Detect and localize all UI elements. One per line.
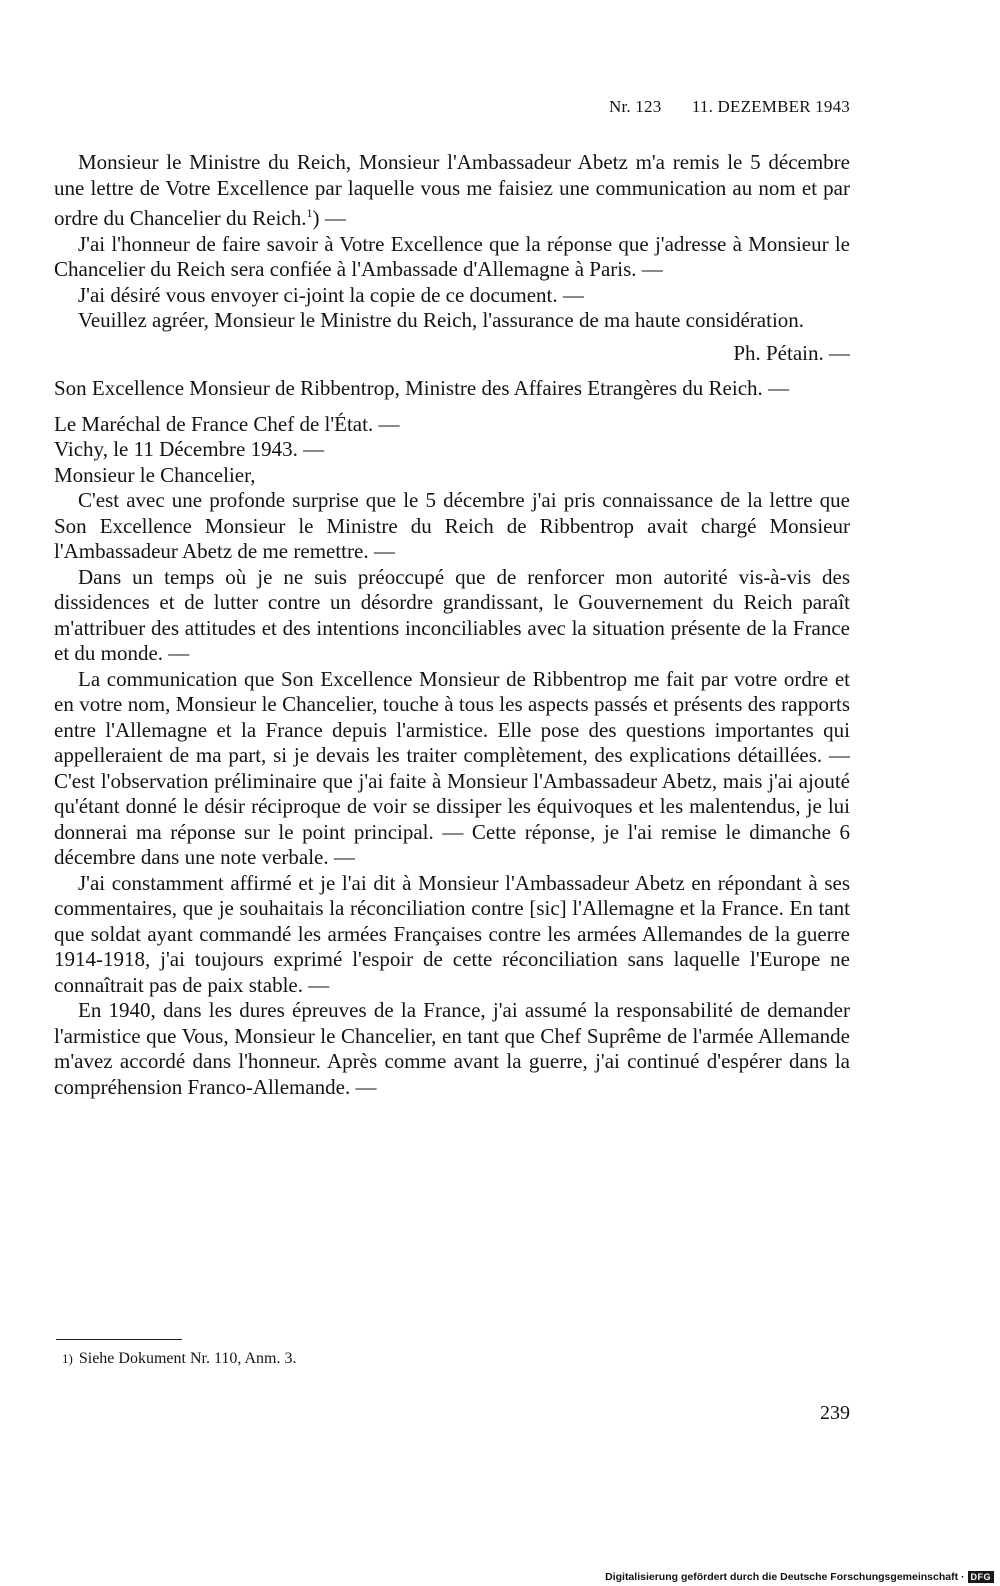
footnote <box>62 1350 296 1368</box>
paragraph-text: Monsieur le Ministre du Reich, Monsieur l'Ambassadeur Abetz m'a remis le 5 décembre une lettre de Votre Excellence par laquelle vous me faisiez une communication au nom et par ordre du Chancelier du Reich. <box>54 150 850 230</box>
paragraph: La communication que Son Excellence Monsieur de Ribbentrop me fait par votre ordre et en votre nom, Monsieur le Chancelier, touche à tous les aspects passés et présents des rapports entre l'Allemagne et la France depuis l'armistice. Elle pose des questions importantes qui appelleraient de ma part, si je devais les traiter complètement, des explications détaillées. — C'est l'observation préliminaire que j'ai faite à Monsieur l'Ambassadeur Abetz, mais j'ai ajouté qu'étant donné le désir réciproque de voir se dissiper les équivoques et les malentendus, je lui donnerai ma réponse sur le point principal. — Cette réponse, je l'ai remise le dimanche 6 décembre dans une note verbale. — <box>54 666 850 869</box>
signature: Ph. Pétain. — <box>733 340 850 365</box>
dfg-logo-icon: DFG <box>968 1571 995 1583</box>
page-body <box>54 150 850 1100</box>
footnote-text: Siehe Dokument Nr. 110, Anm. 3. <box>78 1350 297 1367</box>
paragraph <box>54 150 850 232</box>
footnote-marker: 1) <box>62 1351 73 1366</box>
salutation: Monsieur le Chancelier, <box>54 462 256 487</box>
paragraph: J'ai constamment affirmé et je l'ai dit à Monsieur l'Ambassadeur Abetz en répondant à ses commentaires, que je souhaitais la réconciliation contre [sic] l'Allemagne et la France. En tant que soldat ayant commandé les armées Françaises contre les armées Allemandes de la guerre 1914-1918, j'ai toujours exprimé l'espoir de cette réconciliation sans laquelle l'Europe ne connaîtrait pas de paix stable. — <box>54 870 850 997</box>
credit-text: Digitalisierung gefördert durch die Deutsche Forschungsgemeinschaft · <box>605 1571 965 1583</box>
running-header <box>609 97 850 117</box>
paragraph: J'ai désiré vous envoyer ci-joint la copie de ce document. — <box>78 282 584 307</box>
place-date-line: Vichy, le 11 Décembre 1943. — <box>54 437 325 461</box>
paragraph-text-end: ) — <box>312 206 346 230</box>
sender-line: Le Maréchal de France Chef de l'État. — <box>54 411 400 436</box>
paragraph: C'est avec une profonde surprise que le 5 décembre j'ai pris connaissance de la lettre que Son Excellence Monsieur le Ministre du Reich de Ribbentrop avait chargé Monsieur l'Ambassadeur Abetz de me remettre. — <box>54 488 850 563</box>
addressee: Son Excellence Monsieur de Ribbentrop, Ministre des Affaires Etrangères du Reich. — <box>54 376 790 400</box>
paragraph: Dans un temps où je ne suis préoccupé que de renforcer mon autorité vis-à-vis des dissidences et de lutter contre un désordre grandissant, le Gouvernement du Reich paraît m'attribuer des attitudes et des intentions inconciliables avec la situation présente de la France et du monde. — <box>54 564 850 665</box>
paragraph: En 1940, dans les dures épreuves de la France, j'ai assumé la responsabilité de demander l'armistice que Vous, Monsieur le Chancelier, en tant que Chef Suprême de l'armée Allemande m'avez accordé dans l'honneur. Après comme avant la guerre, j'ai continué d'espérer dans la compréhension Franco-Allemande. — <box>54 998 850 1099</box>
paragraph: Veuillez agréer, Monsieur le Ministre du Reich, l'assurance de ma haute considération. <box>78 308 805 332</box>
footnote-ref: 1 <box>306 206 313 220</box>
paragraph: J'ai l'honneur de faire savoir à Votre Excellence que la réponse que j'adresse à Monsieur le Chancelier du Reich sera confiée à l'Ambassade d'Allemagne à Paris. — <box>54 231 850 281</box>
footnote-divider <box>56 1339 182 1340</box>
document-date: 11. DEZEMBER 1943 <box>691 97 850 116</box>
digitization-credit <box>605 1571 994 1583</box>
document-number: Nr. 123 <box>609 97 662 116</box>
page-number: 239 <box>820 1402 850 1424</box>
